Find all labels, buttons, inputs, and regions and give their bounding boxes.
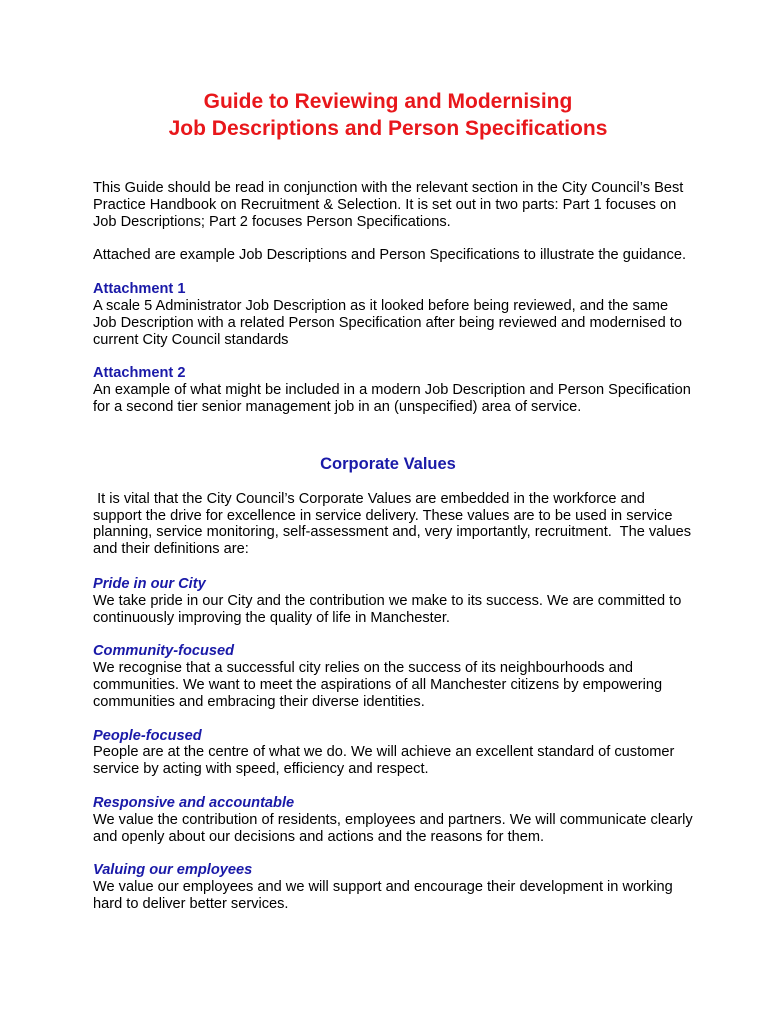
value-text: We value our employees and we will support and encourage their development in working hard to deliver better services. [93,879,673,912]
document-title-line-1: Guide to Reviewing and Modernising [203,90,573,113]
attachment-2 [93,365,693,415]
value-heading: People-focused [93,727,202,744]
value-heading: Responsive and accountable [93,794,295,811]
attachment-2-heading: Attachment 2 [93,365,186,382]
document-title-line-2: Job Descriptions and Person Specifications [168,117,608,140]
value-people-focused [93,728,693,778]
value-text: We value the contribution of residents, employees and partners. We will communicate clearly and openly about our decisions and actions and the reasons for them. [93,811,693,845]
value-text: We recognise that a successful city relies on the success of its neighbourhoods and communities. We want to meet the aspirations of all Manchester citizens by empowering communities and embracing their diverse identities. [93,660,663,710]
value-heading: Community-focused [93,643,235,660]
value-pride-in-our-city [93,576,693,626]
document-title [83,88,693,142]
document-page [93,88,696,913]
attachment-1-text: A scale 5 Administrator Job Description as it looked before being reviewed, and the same Job Description with a related Person Specification after being reviewed and modernised to current City Council standards [93,297,682,348]
value-heading: Valuing our employees [93,862,253,879]
value-text: We take pride in our City and the contribution we make to its success. We are committed to continuously improving the quality of life in Manchester. [93,592,682,626]
corporate-values-intro: It is vital that the City Council’s Corporate Values are embedded in the workforce and support the drive for excellence in service delivery. These values are to be used in service planning, service monitoring, self-assessment and, very importantly, recruitment. The values and their definitions are: [93,490,696,558]
value-text: People are at the centre of what we do. We will achieve an excellent standard of customer service by acting with speed, efficiency and respect. [93,744,675,778]
value-valuing-our-employees [93,862,693,912]
value-community-focused [93,643,693,710]
corporate-values-heading: Corporate Values [320,454,456,473]
intro-paragraph-1: This Guide should be read in conjunction with the relevant section in the City Council’s Best Practice Handbook on Recruitment & Selection. It is set out in two parts: Part 1 focuses on Job Descriptions; Part 2 focuses Person Specifications. [93,180,684,230]
value-responsive-and-accountable [93,795,693,845]
attachment-1-heading: Attachment 1 [93,281,186,298]
value-heading: Pride in our City [93,575,206,592]
attachment-2-text: An example of what might be included in a modern Job Description and Person Specification for a second tier senior management job in an (unspecified) area of service. [93,382,691,415]
intro-paragraph-2: Attached are example Job Descriptions and Person Specifications to illustrate the guidance. [93,247,687,264]
attachment-1 [93,281,693,348]
